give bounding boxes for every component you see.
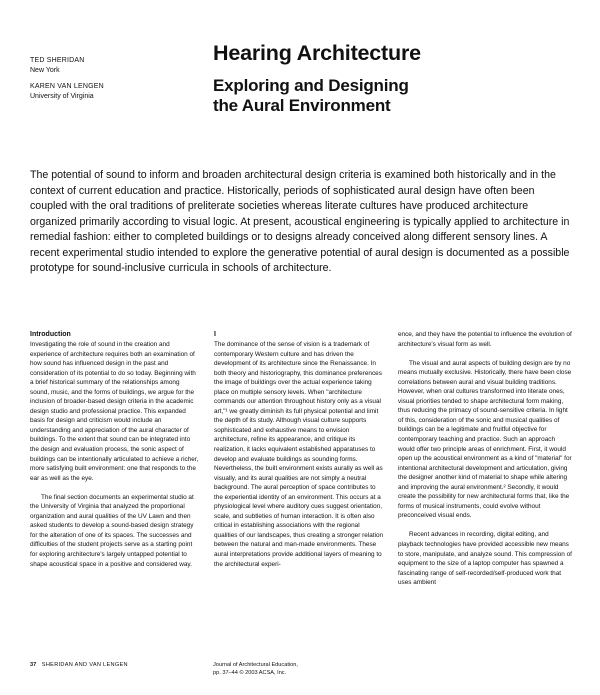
abstract: The potential of sound to inform and broaden architectural design criteria is examined both historically and in the context of current education and practice. Historically, periods of sophisticated aural design have often been coupled with the oral traditions of preliterate societies whereas literate cultures have produced architecture organized primarily according to visual logic. At present, acoustical engineering is typically applied to architecture in remedial fashion: either to completed buildings or to designs already conceived along different sensory lines. A recent experimental studio intended to explore the generative potential of aural design is documented as a possible prototype for sound-inclusive curricula in schools of architecture. [30,169,570,274]
title-block [213,40,583,116]
authors-block [30,56,200,102]
author-1-name: TED SHERIDAN [30,57,85,64]
paragraph: The dominance of the sense of vision is a trademark of contemporary Western culture and has driven the development of its architecture since the Renaissance. In both theory and historiography, this dominance preferences the image of buildings over the actual experience taking place on multiple sensory levels. When "architecture commands our attention throughout history only as a visual art,"¹ we greatly diminish its full physical potential and limit the depth of its study. Although visual culture supports sophisticated and exhaustive means to envision architecture, refine its appearance, and critique its realization, it lacks equivalent established apparatuses to develop and evaluate buildings as sounding forms. Nevertheless, the built environment exists aurally as well as visually, and its aural qualities are not simply a neutral background. The aural perception of space contributes to the experiential identity of an environment. This occurs at a physiological level where auditory cues suggest orientation, scale, and subtleties of human interaction. It is often also critical in establishing associations with the regional qualities of our landscapes, thus creating a stronger relation between the natural and man-made environments. These aural interpretations provide additional layers of meaning to the architectural experi- [214,341,384,568]
journal-citation-line-1: Journal of Architectural Education, [213,662,298,668]
footer-left [30,661,128,669]
footer-authors: SHERIDAN AND VAN LENGEN [41,662,128,668]
article-subtitle [213,76,583,116]
column-2 [214,330,384,569]
subtitle-line-2: the Aural Environment [213,96,391,115]
section-heading-i: I [214,331,216,338]
author-2 [30,82,200,102]
paragraph: The visual and aural aspects of building design are by no means mutually exclusive. Historically, there have been close correlations between aural and visual building traditions. However, when oral cultures transformed into literate ones, visual priorities tended to shape architectural form making, thus reducing the primacy of sound-sensitive criteria. In light of this, consideration of the sonic and musical qualities of buildings can be a legitimate and fruitful objective for contemporary teaching and practice. Such an approach would offer two principle areas of enrichment. First, it would open up the acoustical environment as a kind of "material" for intentional architectural development and articulation, giving the designer another kind of material to shape while altering and improving the aural environment.² Secondly, it would create the possibility for new architectural forms that, like the forms of musical instruments, could evolve without preconceived visual ends. [398,359,572,520]
column-3 [398,330,573,588]
author-1-affiliation: New York [30,67,60,74]
author-2-affiliation: University of Virginia [30,93,94,100]
paragraph: ence, and they have the potential to influence the evolution of architecture's visual form as well. [398,331,572,348]
section-heading-introduction: Introduction [30,331,71,338]
paragraph: Recent advances in recording, digital editing, and playback technologies have provided accessible new means to store, manipulate, and analyze sound. This compression of equipment to the size of a laptop computer has spawned a fascinating range of self-recorded/self-produced work that uses ambient [398,531,572,587]
page-number: 37 [30,662,37,668]
author-1 [30,56,200,76]
author-2-name: KAREN VAN LENGEN [30,83,104,90]
paragraph: Investigating the role of sound in the creation and experience of architecture requires both an examination of how sound has influenced design in the past and consideration of its potential to do so today. Beginning with a brief historical summary of the relationships among sound, music, and the forms of buildings, we argue for the inclusion of broader-based design criteria in the academic design studio and professional practice. This expanded basis for design and criticism would include an understanding and appreciation of the aural character of buildings. To the extent that sound can be integrated into the design and evaluation process, the sonic aspect of buildings can be intentionally articulated to achieve a richer, more satisfying built environment: one that responds to the ear as well as the eye. [30,341,199,482]
footer-journal [213,661,298,677]
subtitle-line-1: Exploring and Designing [213,76,409,95]
paragraph: The final section documents an experimental studio at the University of Virginia that analyzed the proportional organization and aural qualities of the UV Lawn and then asked students to develop a sound-based design strategy for the alteration of one of its spaces. The successes and difficulties of the student projects serve as a starting point for exploring architecture's largely untapped potential to shape acoustical space in a positive and considered way. [30,493,194,568]
article-title: Hearing Architecture [213,41,421,65]
column-1 [30,330,200,569]
journal-citation-line-2: pp. 37–44 © 2003 ACSA, Inc. [213,670,287,676]
